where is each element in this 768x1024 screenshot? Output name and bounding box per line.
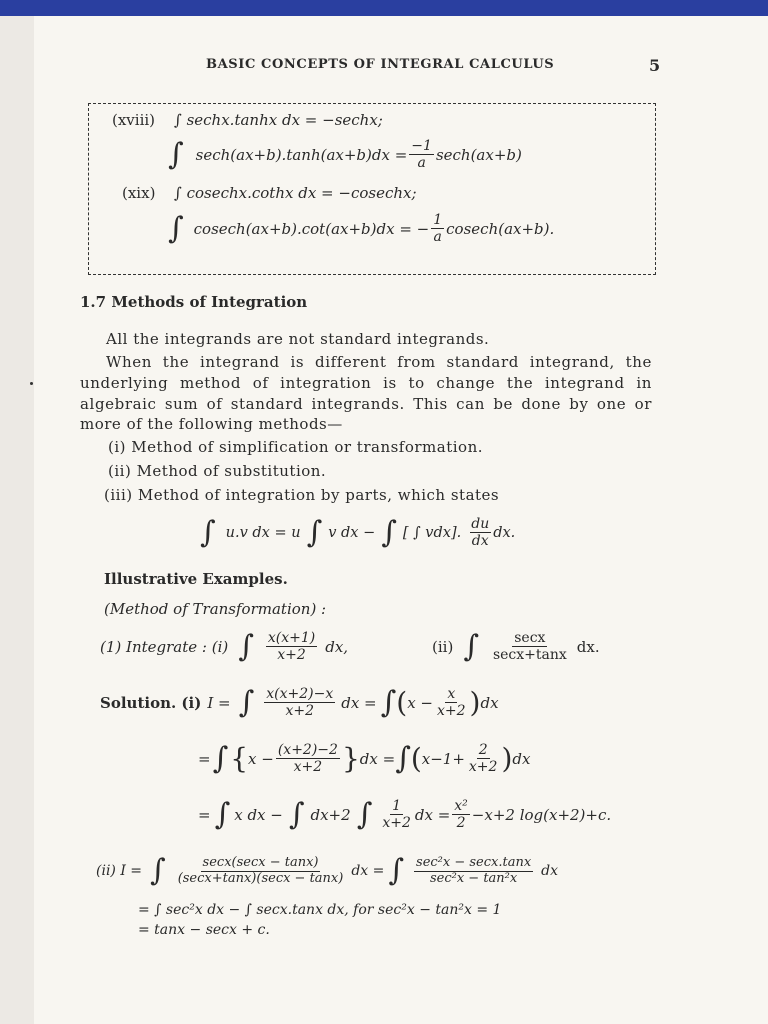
integral-sign: ∫: [238, 628, 254, 664]
top-edge-strip: [0, 0, 768, 16]
integral-sign: ∫: [214, 796, 231, 832]
section-title: 1.7 Methods of Integration: [80, 293, 308, 311]
integral-sign: ∫: [306, 514, 323, 550]
method-1: (i) Method of simplification or transformation.: [108, 438, 484, 456]
paragraph-2-line-1: When the integrand is different from standard integrand, the: [106, 353, 652, 371]
examples-subtitle: (Method of Transformation) :: [104, 600, 327, 618]
examples-title: Illustrative Examples.: [104, 570, 288, 588]
fraction: $\frac{\text{x²}}{2}$: [454, 798, 468, 832]
integral-sign: ∫: [288, 796, 305, 832]
fraction: $\frac{\sec x}{\sec x+\tan x}$: [492, 630, 567, 664]
fraction: $\frac{\sec x(\sec x - \tan x)}{(\sec x+\tan x)(\sec x - \tan x)}$: [177, 855, 344, 886]
integral-sign: ∫: [463, 628, 479, 664]
fraction: $\frac{1}{a}$: [433, 212, 443, 246]
paragraph-2-line-2: underlying method of integration is to change the integrand in: [80, 374, 652, 392]
method-2: (ii) Method of substitution.: [108, 462, 327, 480]
integral-sign: ∫: [238, 684, 255, 720]
solution-step-1: Solution. (i) I = ∫ $\frac{x(x+2)-x}{x+2}$ dx = ∫ ( x − $\frac{x}{x+2}$ ) dx: [100, 684, 499, 720]
formula-xix-lhs: cosech(ax+b).cot(ax+b)dx = −: [193, 219, 430, 238]
solution-ii-step-3: = tanx − secx + c.: [138, 922, 270, 938]
paragraph-1: All the integrands are not standard integrands.: [106, 330, 490, 348]
question-1: (1) Integrate : (i) ∫ $\frac{x(x+1)}{x+2}$ dx,: [100, 628, 349, 664]
integral-sign: ∫: [356, 796, 373, 832]
integral-sign: ∫: [168, 210, 184, 246]
formula-xix-label: (xix): [122, 184, 156, 202]
integral-sign: ∫: [388, 853, 405, 889]
formula-xix-rhs: cosech(ax+b).: [446, 219, 555, 238]
fraction: $\frac{2}{x+2}$: [468, 742, 498, 776]
formula-xviii-line1: ∫ sechx.tanhx dx = −sechx;: [174, 111, 383, 129]
formula-xviii-lhs: sech(ax+b).tanh(ax+b)dx =: [195, 145, 408, 164]
integral-sign: ∫: [212, 740, 229, 776]
solution-ii-step-2: = ∫ sec²x dx − ∫ secx.tanx dx, for sec²x − tan²x = 1: [138, 902, 502, 918]
page-number: 5: [649, 56, 661, 75]
formula-xviii-rhs: sech(ax+b): [435, 145, 522, 164]
integral-sign: ∫: [150, 853, 166, 889]
paragraph-2-line-3: algebraic sum of standard integrands. This can be done by one or: [80, 395, 652, 413]
method-3: (iii) Method of integration by parts, which states: [104, 486, 500, 504]
solution-step-2: = ∫ { x − $\frac{(x+2)-2}{x+2}$ } dx = ∫ ( x−1+ $\frac{2}{x+2}$ ) dx: [198, 740, 531, 776]
fraction: $\frac{x(x+2)-x}{x+2}$: [266, 686, 334, 720]
integral-sign: ∫: [168, 136, 184, 172]
question-2: (ii) ∫ $\frac{\sec x}{\sec x+\tan x}$ dx.: [432, 628, 600, 664]
integral-sign: ∫: [381, 514, 397, 550]
running-header: BASIC CONCEPTS OF INTEGRAL CALCULUS: [206, 57, 555, 72]
solution-step-3: = ∫ x dx − ∫ dx+2 ∫ $\frac{1}{x+2}$ dx = $\frac{\text{x²}}{2}$ −x+2 log(x+2)+c.: [198, 796, 612, 832]
integral-sign: ∫: [200, 514, 216, 550]
integral-sign: ∫: [380, 684, 397, 720]
fraction: $\frac{\text{sec²x − secx.tanx}}{\text{sec²x − tan²x}}$: [416, 855, 532, 886]
formula-xix-line1: ∫ cosechx.cothx dx = −cosechx;: [174, 184, 417, 202]
solution-ii-step-1: (ii) I = ∫ $\frac{\sec x(\sec x - \tan x)}{(\sec x+\tan x)(\sec x - \tan x)}$ dx = ∫ $\frac{\text{sec²x − secx.tanx}}{\text{sec²x − tan²x}}$ dx: [96, 853, 559, 889]
paragraph-2-line-4: more of the following methods—: [80, 415, 343, 433]
fraction: $\frac{du}{dx}$: [471, 516, 490, 550]
fraction: $\frac{x}{x+2}$: [437, 686, 466, 720]
formula-xix-line2: [168, 212, 554, 245]
integral-sign: ∫: [395, 740, 411, 776]
margin-dot: [30, 382, 33, 385]
fraction: $\frac{1}{x+2}$: [382, 798, 411, 832]
fraction: $\frac{(x+2)-2}{x+2}$: [277, 742, 338, 776]
integration-by-parts-formula: ∫ u.v dx = u ∫ v dx − ∫ [ ∫ vdx]. $\frac{du}{dx}$ dx.: [200, 514, 516, 550]
fraction: $\frac{-1}{a}$: [411, 138, 432, 172]
formula-xviii-label: (xviii): [112, 111, 156, 129]
formula-xviii-line2: [168, 138, 522, 171]
fraction: $\frac{x(x+1)}{x+2}$: [267, 630, 316, 664]
